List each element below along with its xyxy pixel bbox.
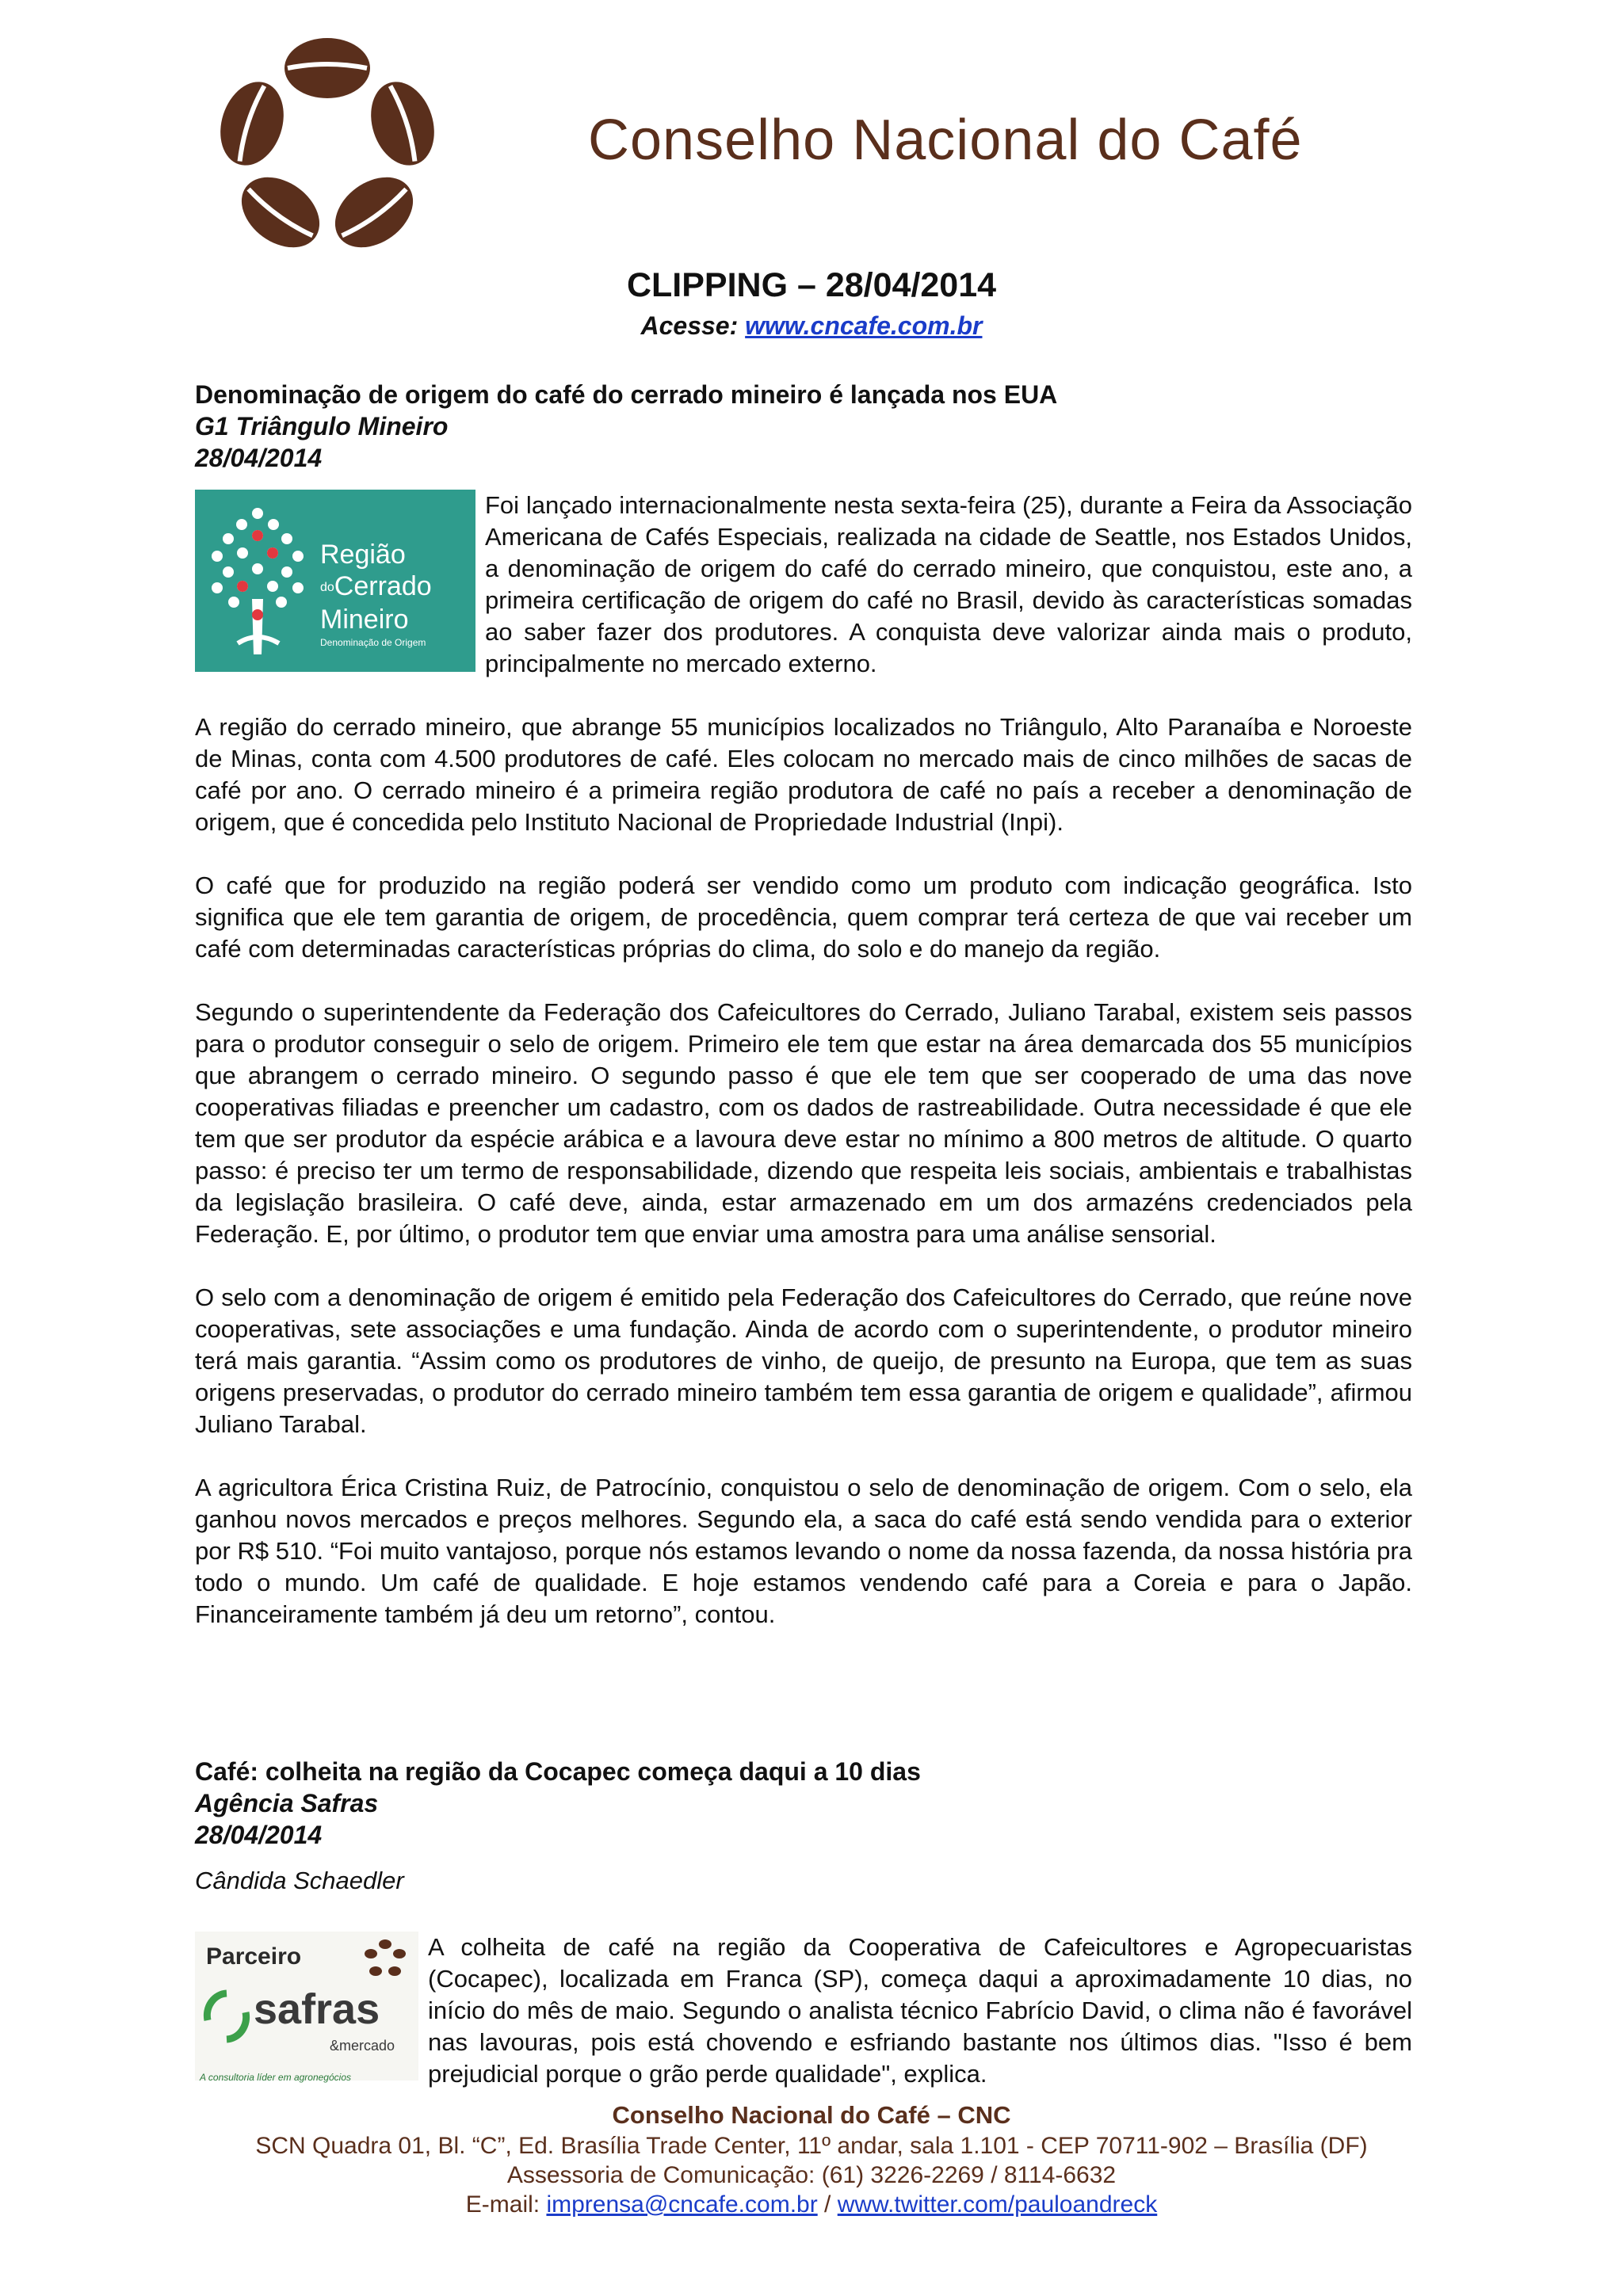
- article1-date: 28/04/2014: [195, 444, 323, 472]
- article2-body: [195, 1932, 1412, 2122]
- safras-logo-top: Parceiro: [206, 1943, 302, 1970]
- article1-paragraph: A região do cerrado mineiro, que abrange 55 municípios localizados no Triângulo, Alto Paranaíba e Noroeste de Minas, conta com 4.500 produtores de café. Eles colocam no mercado mais de cinco milhões de sacas de café por ano. O cerrado mineiro é a primeira região produtora de café no país a receber a denominação de origem, que é concedida pelo Instituto Nacional de Propriedade Industrial (Inpi).: [195, 713, 1412, 836]
- cerrado-mineiro-logo: [195, 490, 475, 672]
- footer-org: Conselho Nacional do Café – CNC: [612, 2101, 1011, 2129]
- cerrado-logo-small: do: [320, 581, 334, 595]
- article2-headline: Café: colheita na região da Cocapec começa daqui a 10 dias: [195, 1757, 921, 1786]
- org-title: Conselho Nacional do Café: [588, 109, 1303, 172]
- safras-logo-tagline: A consultoria líder em agronegócios: [200, 2072, 351, 2083]
- cerrado-logo-line1: Região: [320, 540, 406, 570]
- footer-separator: /: [817, 2191, 838, 2218]
- footer-email-label: E-mail:: [465, 2191, 547, 2218]
- cerrado-logo-line2: Cerrado: [334, 571, 432, 601]
- article1-paragraph: Foi lançado internacionalmente nesta sexta-feira (25), durante a Feira da Associação Americana de Cafés Especiais, realizada na cidade de Seattle, nos Estados Unidos, a denominação de origem do café do cerrado mineiro, que conquistou, este ano, a primeira certificação de origem do café no Brasil, devido às características somadas ao saber fazer dos produtores. A conquista deve valorizar ainda mais o produto, principalmente no mercado externo.: [485, 491, 1412, 677]
- access-label: Acesse:: [640, 311, 746, 340]
- coffee-beans-circle-icon: [202, 22, 453, 273]
- article2-source: Agência Safras: [195, 1789, 379, 1817]
- arrows-cycle-icon: [203, 1989, 250, 2044]
- clipping-title: CLIPPING – 28/04/2014: [626, 266, 997, 304]
- footer: [0, 2100, 1623, 2219]
- article1-paragraph: A agricultora Érica Cristina Ruiz, de Patrocínio, conquistou o selo de denominação de origem. Com o selo, ela ganhou novos mercados e preços melhores. Segundo ela, a saca do café está sendo vendida para o exterior por R$ 510. “Foi muito vantajoso, porque nós estamos levando o nome da nossa fazenda, da nossa história pra todo o mundo. Um café de qualidade. E hoje estamos vendendo café para a Coreia e para o Japão. Financeiramente também já deu um retorno”, contou.: [195, 1474, 1412, 1628]
- footer-contacts: [0, 2190, 1623, 2219]
- site-link[interactable]: www.cncafe.com.br: [745, 311, 983, 340]
- footer-address: SCN Quadra 01, Bl. “C”, Ed. Brasília Trade Center, 11º andar, sala 1.101 - CEP 70711-902 – Brasília (DF): [255, 2133, 1368, 2159]
- article1-paragraph: O café que for produzido na região poderá ser vendido como um produto com indicação geográfica. Isto significa que ele tem garantia de origem, de procedência, quem comprar terá certeza de que vai receber um café com determinadas características próprias do clima, do solo e do manejo da região.: [195, 871, 1412, 963]
- safras-logo-brand: safras: [254, 1985, 380, 2033]
- article2-header: [195, 1756, 921, 1851]
- safras-logo-sub: &mercado: [330, 2038, 395, 2054]
- safras-mercado-logo: [195, 1932, 418, 2081]
- cerrado-logo-line3: Mineiro: [320, 605, 409, 635]
- clipping-access: [0, 311, 1623, 341]
- cerrado-logo-text: [320, 539, 432, 650]
- footer-phone: Assessoria de Comunicação: (61) 3226-2269 / 8114-6632: [506, 2162, 1117, 2188]
- footer-email-link[interactable]: imprensa@cncafe.com.br: [546, 2191, 818, 2218]
- article2-author: Cândida Schaedler: [195, 1867, 404, 1894]
- article1-paragraph: O selo com a denominação de origem é emitido pela Federação dos Cafeicultores do Cerrado, que reúne nove cooperativas, sete associações e uma fundação. Ainda de acordo com o superintendente, o produtor mineiro terá mais garantia. “Assim como os produtores de vinho, de queijo, de presunto na Europa, que tem as suas origens preservadas, o produtor do cerrado mineiro também tem essa garantia de origem e qualidade”, afirmou Juliano Tarabal.: [195, 1283, 1412, 1438]
- article2-paragraph: A colheita de café na região da Cooperativa de Cafeicultores e Agropecuaristas (Cocapec), localizada em Franca (SP), começa daqui a aproximadamente 10 dias, no início do mês de maio. Segundo o analista técnico Fabrício David, o clima não é favorável nas lavouras, pois está chovendo e esfriando bastante nos últimos dias. "Isso é bem prejudicial porque o grão perde qualidade", explica.: [428, 1933, 1412, 2088]
- article1-body: [195, 490, 1412, 1662]
- article1-header: [195, 379, 1057, 474]
- article2-date: 28/04/2014: [195, 1821, 323, 1849]
- article1-source: G1 Triângulo Mineiro: [195, 412, 449, 441]
- article1-headline: Denominação de origem do café do cerrado mineiro é lançada nos EUA: [195, 380, 1058, 409]
- article1-paragraph: Segundo o superintendente da Federação dos Cafeicultores do Cerrado, Juliano Tarabal, existem seis passos para o produtor conseguir o selo de origem. Primeiro ele tem que estar na área demarcada dos 55 municípios que abrangem o cerrado mineiro. O segundo passo é que ele tem que ser cooperado de uma das nove cooperativas filiadas e preencher um cadastro, com os dados de rastreabilidade. Outra necessidade é que ele tem que ser produtor da espécie arábica e a lavoura deve estar no mínimo a 800 metros de altitude. O quarto passo: é preciso ter um termo de responsabilidade, dizendo que respeita leis sociais, ambientais e trabalhistas da legislação brasileira. O café deve, ainda, estar armazenado em um dos armazéns credenciados pela Federação. E, por último, o produtor tem que enviar uma amostra para uma análise sensorial.: [195, 998, 1412, 1248]
- footer-twitter-link[interactable]: www.twitter.com/pauloandreck: [837, 2191, 1158, 2218]
- tree-icon: [206, 504, 309, 662]
- coffee-beans-small-icon: [363, 1938, 407, 1982]
- cerrado-logo-caption: Denominação de Origem: [320, 637, 426, 649]
